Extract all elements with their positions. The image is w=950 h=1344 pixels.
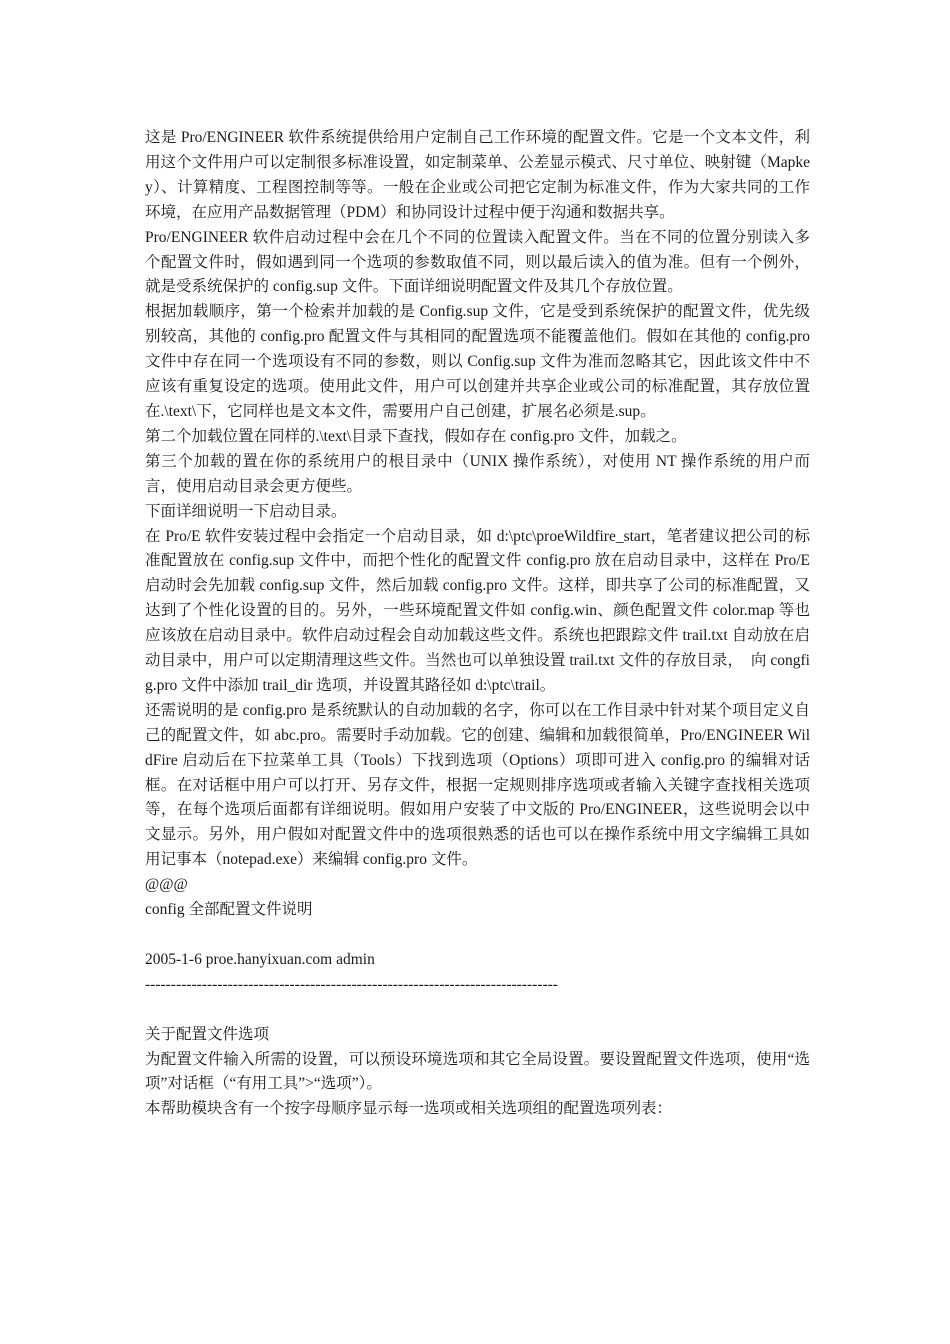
paragraph-config-pro: 还需说明的是 config.pro 是系统默认的自动加载的名字，你可以在工作目录中针对某个项目定义自己的配置文件，如 abc.pro。需要时手动加载。它的创建、编辑和加载很简单，Pro/ENGINEER WildFire 启动后在下拉菜单工具（Tools）下找到选项（Options）项即可进入 config.pro 的编辑对话框。在对话框中用户可以打开、另存文件，根据一定规则排序选项或者输入关键字查找相关选项等，在每个选项后面都有详细说明。假如用户安装了中文版的 Pro/ENGINEER，这些说明会以中文显示。另外，用户假如对配置文件中的选项很熟悉的话也可以在操作系统中用文字编辑工具如用记事本（notepad.exe）来编辑 config.pro 文件。 [145,701,810,869]
paragraph-load-locations: Pro/ENGINEER 软件启动过程中会在几个不同的位置读入配置文件。当在不同的位置分别读入多个配置文件时，假如遇到同一个选项的参数取值不同，则以最后读入的值为准。但有一个例外，就是受系统保护的 config.sup 文件。下面详细说明配置文件及其几个存放位置。 [145,228,810,296]
article-title: config 全部配置文件说明 [145,901,313,919]
separator-marks: @@@ [145,876,188,894]
blank-line [145,998,810,1023]
paragraph-options-list: 本帮助模块含有一个按字母顺序显示每一选项或相关选项组的配置选项列表： [145,1100,673,1118]
blank-line [145,923,810,948]
paragraph-options-intro: 为配置文件输入所需的设置，可以预设环境选项和其它全局设置。要设置配置文件选项，使用“选项”对话框（“有用工具”>“选项”）。 [145,1050,810,1093]
divider-rule: -------------------------------------------------------------------------------- [145,975,558,993]
article-meta: 2005-1-6 proe.hanyixuan.com admin [145,950,375,968]
paragraph-startup-dir: 在 Pro/E 软件安装过程中会指定一个启动目录，如 d:\ptc\proeWildfire_start，笔者建议把公司的标准配置放在 config.sup 文件中，而把个性化的配置文件 config.pro 放在启动目录中，这样在 Pro/E 启动时会先加载 config.sup 文件，然后加载 config.pro 文件。这样，即共享了公司的标准配置，又达到了个性化设置的目的。另外，一些环境配置文件如 config.win、颜色配置文件 color.map 等也应该放在启动目录中。软件启动过程会自动加载这些文件。系统也把跟踪文件 trail.txt 自动放在启动目录中，用户可以定期清理这些文件。当然也可以单独设置 trail.txt 文件的存放目录， 向 congfig.pro 文件中添加 trail_dir 选项，并设置其路径如 d:\ptc\trail。 [145,527,810,694]
paragraph-startup-dir-intro: 下面详细说明一下启动目录。 [145,502,347,520]
paragraph-third-location: 第三个加载的置在你的系统用户的根目录中（UNIX 操作系统），对使用 NT 操作系统的用户而言，使用启动目录会更方便些。 [145,452,810,495]
section-heading: 关于配置文件选项 [145,1025,270,1043]
document-body [145,126,810,1122]
paragraph-second-location: 第二个加载位置在同样的.\text\目录下查找，假如存在 config.pro 文件，加载之。 [145,427,687,445]
paragraph-intro: 这是 Pro/ENGINEER 软件系统提供给用户定制自己工作环境的配置文件。它是一个文本文件，利用这个文件用户可以定制很多标准设置，如定制菜单、公差显示模式、尺寸单位、映射键（Mapkey）、计算精度、工程图控制等等。一般在企业或公司把它定制为标准文件，作为大家共同的工作环境，在应用产品数据管理（PDM）和协同设计过程中便于沟通和数据共享。 [145,129,810,221]
paragraph-config-sup: 根据加载顺序，第一个检索并加载的是 Config.sup 文件，它是受到系统保护的配置文件，优先级别较高，其他的 config.pro 配置文件与其相同的配置选项不能覆盖他们。假如在其他的 config.pro 文件中存在同一个选项设有不同的参数，则以 Config.sup 文件为准而忽略其它，因此该文件中不应该有重复设定的选项。使用此文件，用户可以创建并共享企业或公司的标准配置，其存放位置在.\text\下，它同样也是文本文件，需要用户自己创建，扩展名必须是.sup。 [145,303,810,420]
